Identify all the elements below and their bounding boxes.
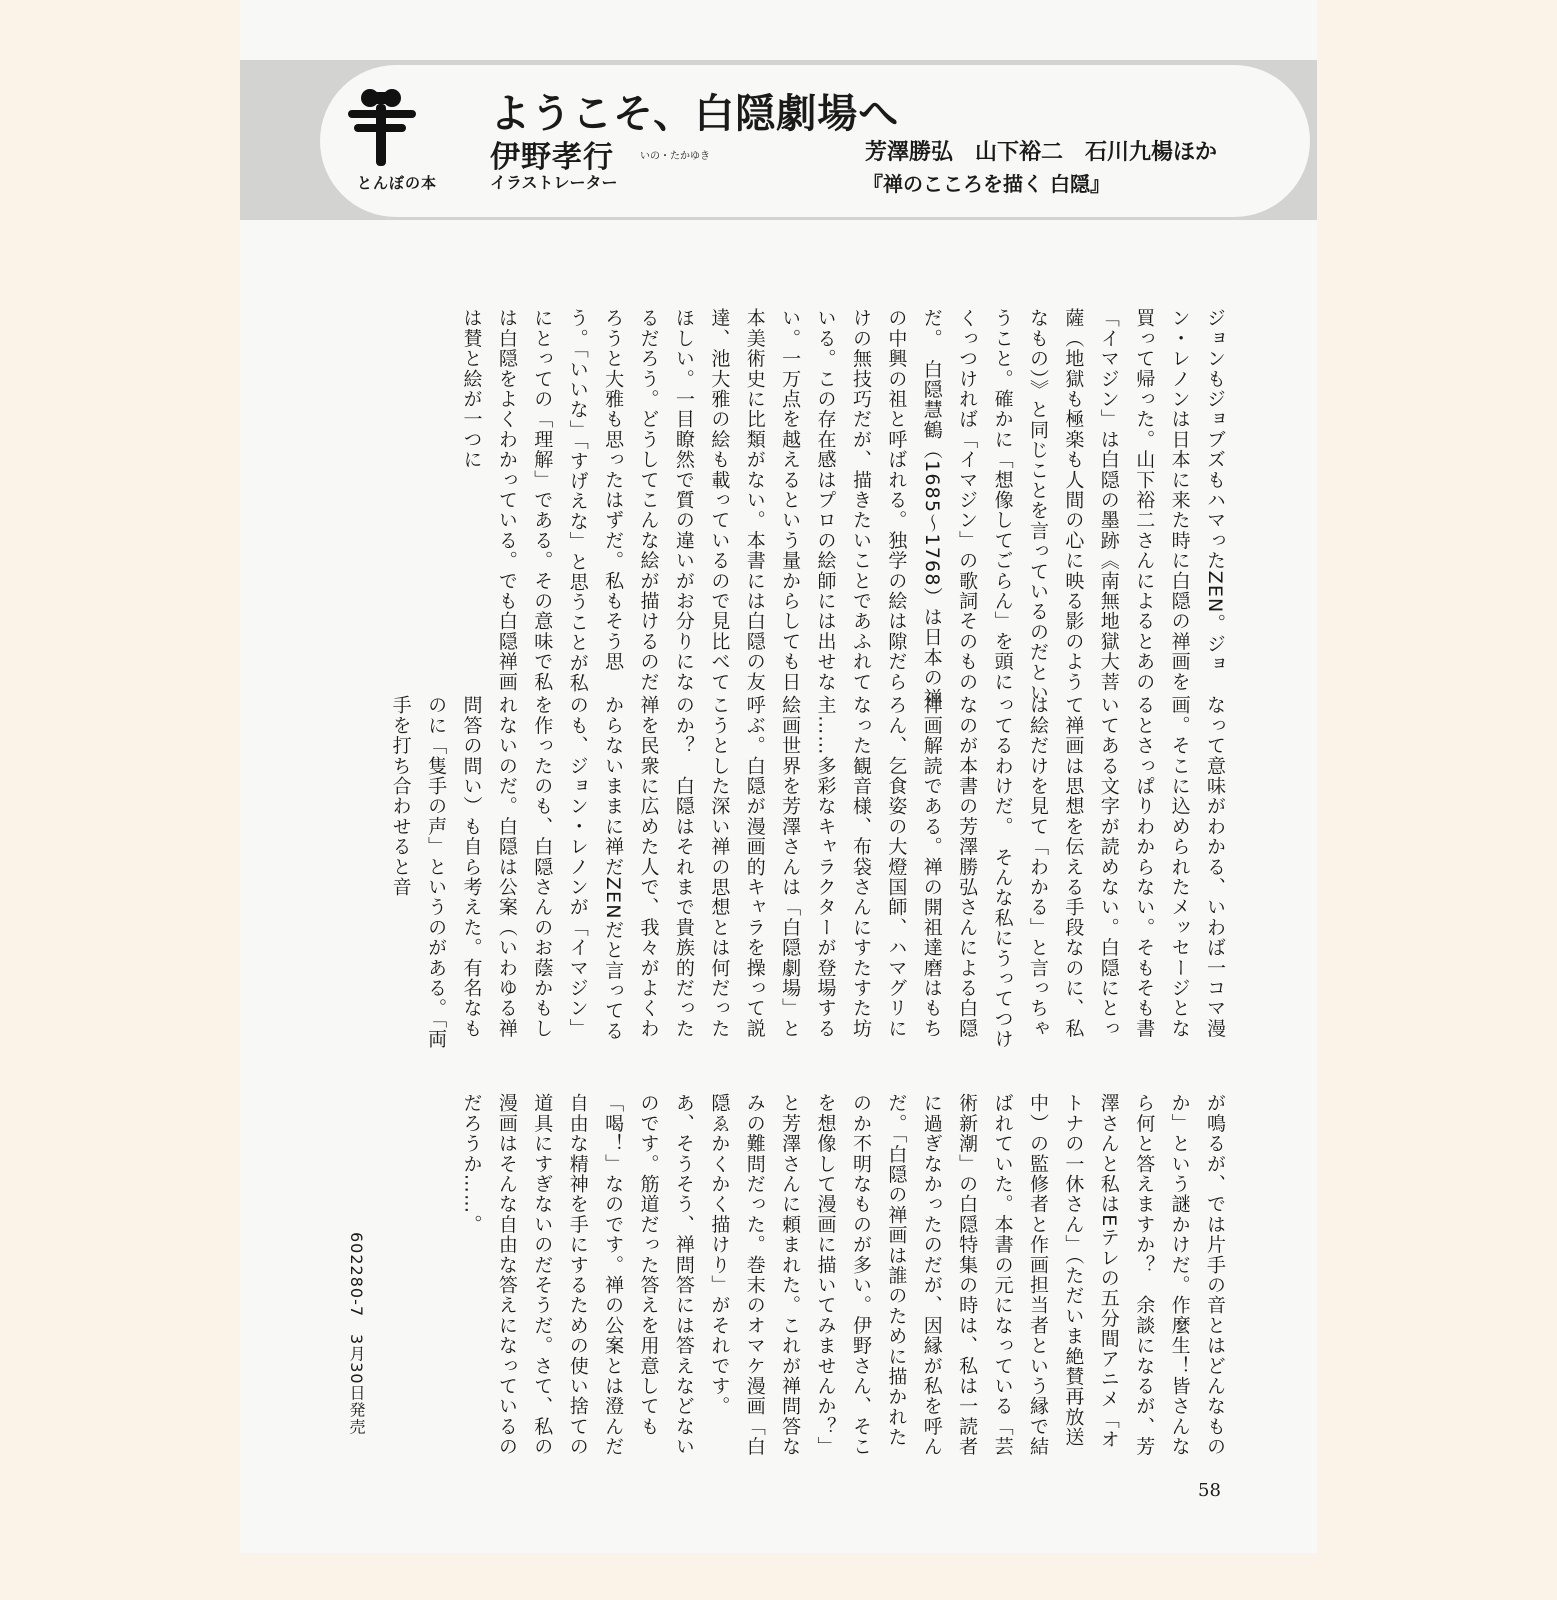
logo-label: とんぼの本 <box>356 174 437 192</box>
page-number: 58 <box>1198 1480 1221 1501</box>
book-authors: 芳澤勝弘 山下裕二 石川九楊ほか <box>865 140 1218 165</box>
article-body-block-2: なって意味がわかる、いわば一コマ漫画。そこに込められたメッセージとなるとさっぱりわからない。そもそも書いてある文字が読めない。白隠にとって禅画は思想を伝える手段なのに、私は絵だけを見て「わかる」と言っちゃってるわけだ。 そんな私にうってつけなのが本書の芳澤勝弘さんによる白隠禅画解読である。禅の開祖達磨はもちろん、乞食姿の大燈国師、ハマグリになった観音様、布袋さんにすたすた坊主……多彩なキャラクターが登場する絵画世界を芳澤さんは「白隠劇場」と呼ぶ。白隠が漫画的キャラを操って説こうとした深い禅の思想とは何だったのか？ 白隠はそれまで貴族的だった禅を民衆に広めた人で、我々がよくわからないままに禅だZENだと言ってるのも、ジョン・レノンが「イマジン」を作ったのも、白隠さんのお蔭かもしれないのだ。白隠は公案（いわゆる禅問答の問い）も自ら考えた。有名なものに「隻手の声」というのがある。「両手を打ち合わせると音 <box>389 695 1226 1050</box>
reviewer-kana: いの・たかゆき <box>640 151 710 162</box>
article-body-block-1: ジョンもジョブズもハマったZEN。ジョン・レノンは日本に来た時に白隠の禅画を買って帰った。山下裕二さんによるとあの「イマジン」は白隠の墨跡《南無地獄大菩薩（地獄も極楽も人間の心に映る影のようなもの）》と同じことを言っているのだということ。確かに「想像してごらん」を頭にくっつければ「イマジン」の歌詞そのものだ。 白隠慧鶴（1685～1768）は日本の禅の中興の祖と呼ばれる。独学の絵は隙だらけの無技巧だが、描きたいことであふれている。この存在感はプロの絵師には出せない。一万点を越えるという量からしても日本美術史に比類がない。本書には白隠の友達、池大雅の絵も載っているので見比べてほしい。一目瞭然で質の違いがお分りになるだろう。どうしてこんな絵が描けるのだろうと大雅も思ったはずだ。私もそう思う。「いいな」「すげえな」と思うことが私にとっての「理解」である。その意味で私は白隠をよくわかっている。でも白隠禅画は賛と絵が一つに <box>460 308 1226 708</box>
reviewer-name: 伊野孝行 <box>490 140 614 175</box>
publication-info: 602280-7 3月30日発売 <box>347 1232 366 1436</box>
article-body-block-3: が鳴るが、では片手の音とはどんなものか」という謎かけだ。作麼生！皆さんなら何と答えますか？ 余談になるが、芳澤さんと私はEテレの五分間アニメ「オトナの一休さん」（ただいま絶賛再放送中）の監修者と作画担当者という縁で結ばれていた。本書の元になっている「芸術新潮」の白隠特集の時は、私は一読者に過ぎなかったのだが、因縁が私を呼んだ。「白隠の禅画は誰のために描かれたのか不明なものが多い。伊野さん、そこを想像して漫画に描いてみませんか？」と芳澤さんに頼まれた。これが禅問答なみの難問だった。巻末のオマケ漫画「白隠ゑかくかく描けり」がそれです。 あ、そうそう、禅問答には答えなどないのです。筋道だった答えを用意しても「喝！」なのです。禅の公案とは澄んだ自由な精神を手にするための使い捨ての道具にすぎないのだそうだ。さて、私の漫画はそんな自由な答えになっているのだろうか……。 <box>460 1093 1226 1457</box>
reviewer-role: イラストレーター <box>490 173 618 192</box>
article-title: ようこそ、白隠劇場へ <box>490 91 900 137</box>
book-title: 『禅のこころを描く 白隠』 <box>863 172 1110 196</box>
